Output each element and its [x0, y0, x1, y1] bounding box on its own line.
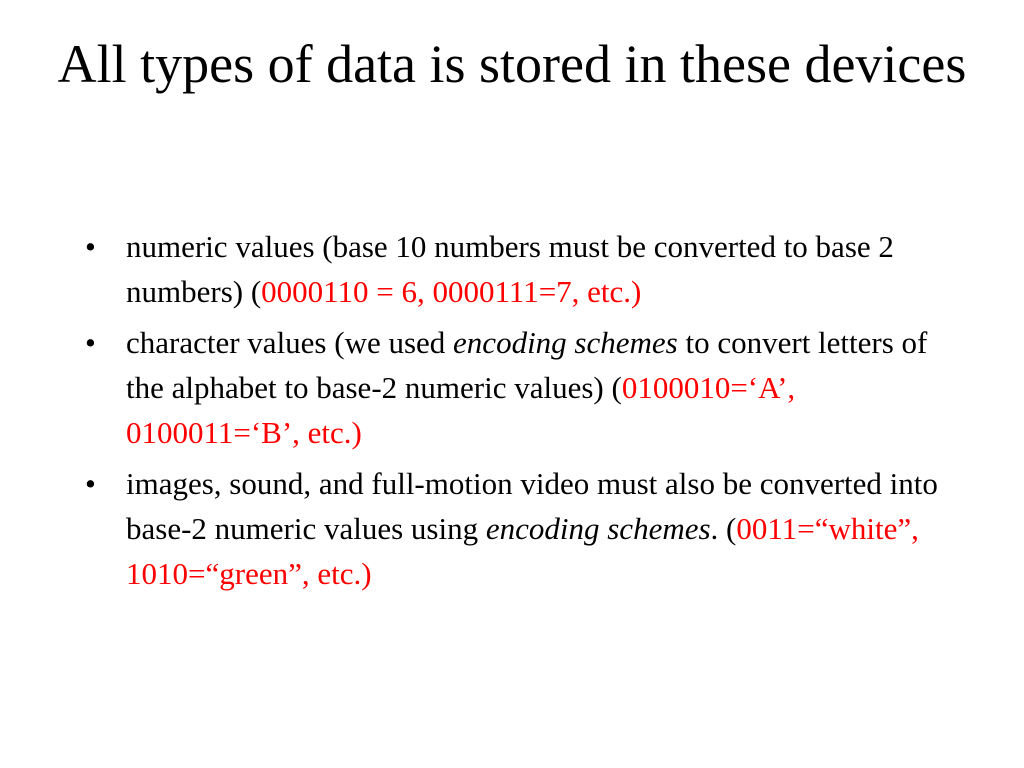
bullet-text: to convert letters of the alphabet to base-2 numeric values) ( — [126, 325, 928, 405]
bullet-icon: • — [85, 466, 96, 501]
binary-example: 0100010=‘A’, 0100011=‘B’, etc.) — [126, 370, 796, 450]
bullet-item-media-values — [85, 461, 955, 596]
bullet-item-character-values — [85, 320, 955, 455]
bullet-text: numeric values (base 10 numbers must be converted to base 2 numbers) ( — [126, 229, 894, 309]
bullet-item-numeric-values — [85, 224, 955, 314]
emphasized-term: encoding schemes — [485, 511, 711, 546]
binary-example: 0011=“white”, 1010=“green”, etc.) — [126, 511, 919, 591]
bullet-text: character values (we used — [126, 325, 454, 360]
bullet-icon: • — [85, 325, 96, 360]
bullet-list — [85, 224, 955, 602]
bullet-icon: • — [85, 229, 96, 264]
slide-title: All types of data is stored in these devices — [57, 34, 967, 94]
bullet-text: images, sound, and full-motion video must also be converted into base-2 numeric values using — [126, 466, 938, 546]
emphasized-term: encoding schemes — [453, 325, 678, 360]
binary-example: 0000110 = 6, 0000111=7, etc.) — [261, 274, 642, 309]
bullet-text: . ( — [710, 511, 737, 546]
